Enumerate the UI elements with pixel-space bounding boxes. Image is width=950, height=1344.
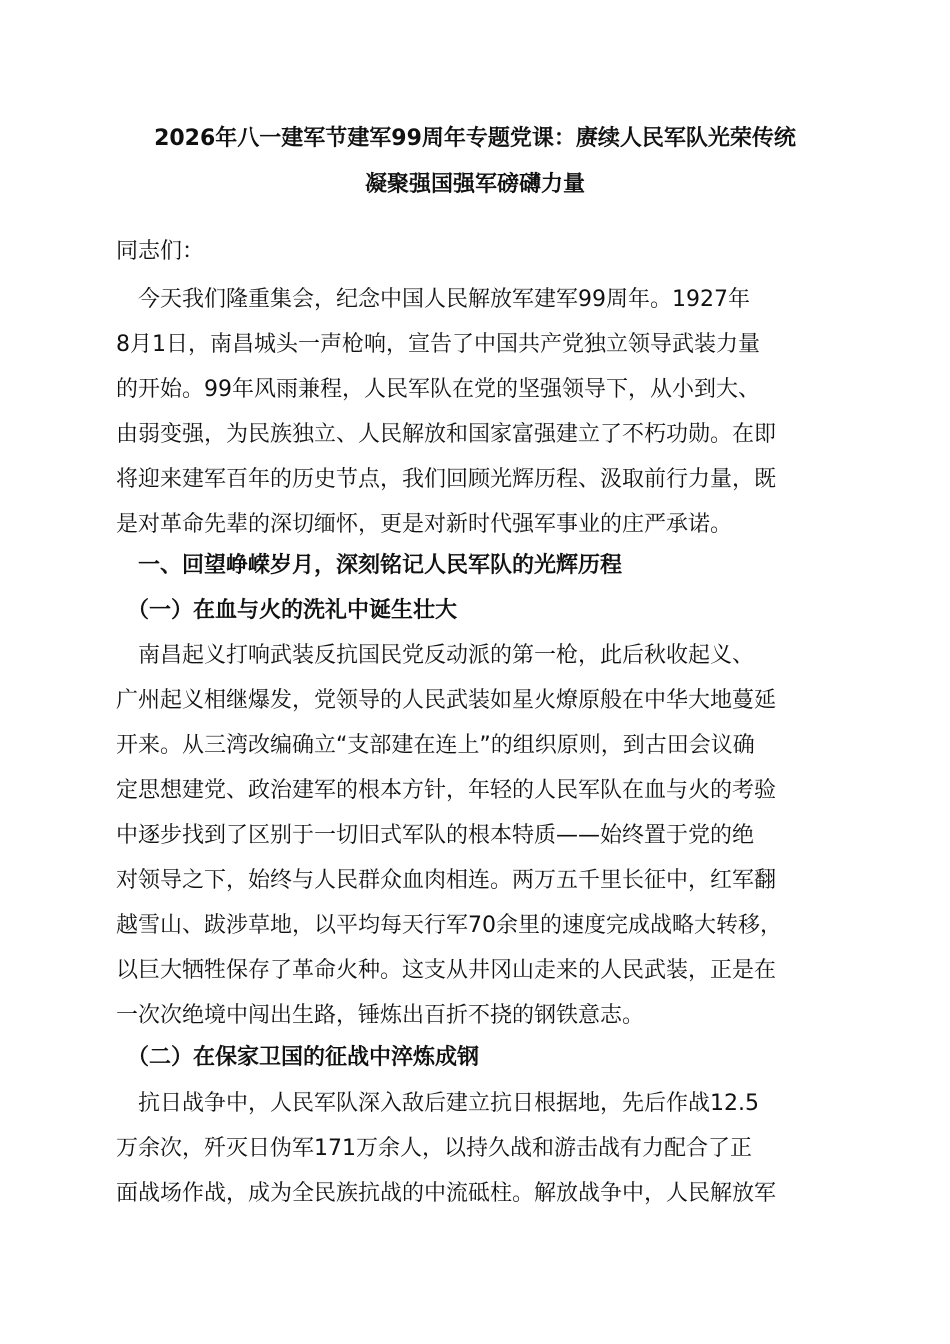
intro-line: 由弱变强，为民族独立、人民解放和国家富强建立了不朽功勋。在即	[116, 422, 777, 447]
section-heading: 一、回望峥嵘岁月，深刻铭记人民军队的光辉历程	[116, 553, 623, 578]
document-title-line-1: 2026年八一建军节建军99周年专题党课：赓续人民军队光荣传统	[154, 126, 796, 151]
body-line: 广州起义相继爆发，党领导的人民武装如星火燎原般在中华大地蔓延	[116, 688, 777, 713]
intro-line: 将迎来建军百年的历史节点，我们回顾光辉历程、汲取前行力量，既	[116, 467, 777, 492]
body-line: 万余次，歼灭日伪军171万余人，以持久战和游击战有力配合了正	[116, 1136, 752, 1161]
body-line: 越雪山、跋涉草地，以平均每天行军70余里的速度完成战略大转移，	[116, 913, 782, 938]
body-line: 开来。从三湾改编确立“支部建在连上”的组织原则，到古田会议确	[116, 733, 755, 758]
body-line: 中逐步找到了区别于一切旧式军队的根本特质——始终置于党的绝	[116, 823, 755, 848]
subsection-heading: （一）在血与火的洗礼中诞生壮大	[116, 598, 458, 623]
body-line: 以巨大牺牲保存了革命火种。这支从井冈山走来的人民武装，正是在	[116, 958, 777, 983]
intro-line: 的开始。99年风雨兼程，人民军队在党的坚强领导下，从小到大、	[116, 377, 760, 402]
salutation: 同志们：	[116, 239, 205, 264]
body-line: 抗日战争中，人民军队深入敌后建立抗日根据地，先后作战12.5	[116, 1091, 759, 1116]
body-line: 面战场作战，成为全民族抗战的中流砥柱。解放战争中，人民解放军	[116, 1181, 777, 1206]
intro-line: 今天我们隆重集会，纪念中国人民解放军建军99周年。1927年	[116, 287, 750, 312]
subsection-heading: （二）在保家卫国的征战中淬炼成钢	[116, 1045, 480, 1070]
body-line: 对领导之下，始终与人民群众血肉相连。两万五千里长征中，红军翻	[116, 868, 777, 893]
intro-line: 8月1日，南昌城头一声枪响，宣告了中国共产党独立领导武装力量	[116, 332, 760, 357]
body-line: 定思想建党、政治建军的根本方针，年轻的人民军队在血与火的考验	[116, 778, 777, 803]
body-line: 南昌起义打响武装反抗国民党反动派的第一枪，此后秋收起义、	[116, 643, 755, 668]
intro-line: 是对革命先辈的深切缅怀，更是对新时代强军事业的庄严承诺。	[116, 512, 733, 537]
document-title-line-2: 凝聚强国强军磅礴力量	[364, 172, 585, 197]
body-line: 一次次绝境中闯出生路，锤炼出百折不挠的钢铁意志。	[116, 1003, 645, 1028]
